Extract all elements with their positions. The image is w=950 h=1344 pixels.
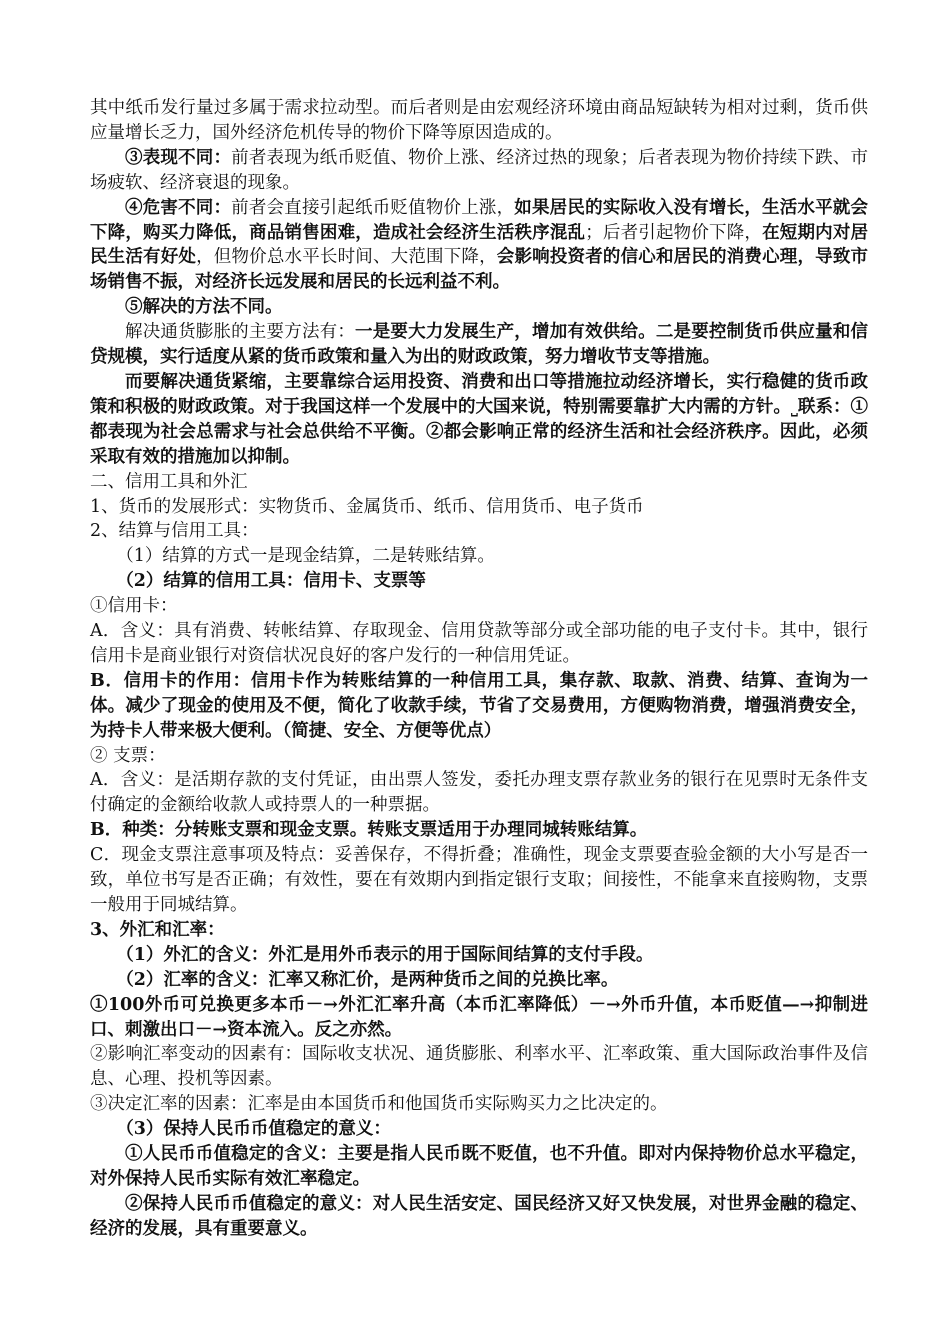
text-run: （1）结算的方式一是现金结算，二是转账结算。 — [116, 546, 495, 567]
text-run: ② 支票： — [90, 745, 166, 766]
para-rate-chain — [90, 993, 868, 1043]
para-forex-meaning — [90, 943, 868, 968]
para-credit-tools — [90, 569, 868, 594]
para-credit-card-heading — [90, 594, 868, 619]
text-run: ⎵ — [790, 396, 798, 417]
para-money-forms — [90, 495, 868, 520]
text-run: ①信用卡： — [90, 596, 178, 617]
para-cheque-types — [90, 818, 868, 843]
para-rmb-stability-heading — [90, 1117, 868, 1142]
para-harm — [90, 196, 868, 296]
text-run: ④危害不同： — [125, 197, 232, 218]
text-run: （3）保持人民币币值稳定的意义： — [116, 1119, 391, 1140]
text-run: 解决通货膨胀的主要方法有： — [125, 322, 356, 343]
para-settlement-methods — [90, 544, 868, 569]
text-run: 而要解决通货紧缩，主要靠综合运用投资、消费和出口等措施拉动经济增长，实行稳健的货币政策和积极的财政政策。对于我国这样一个发展中的大国来说，特别需要靠扩大内需的方针。 — [90, 371, 868, 417]
document-page — [90, 96, 868, 1242]
para-credit-card-function — [90, 669, 868, 744]
para-solution-heading — [90, 295, 868, 320]
para-manifestation — [90, 146, 868, 196]
para-rate-determinant — [90, 1092, 868, 1117]
text-run: 2、结算与信用工具： — [90, 521, 259, 542]
para-cheque-meaning — [90, 768, 868, 818]
text-run: 前者会直接引起纸币贬值物价上涨， — [231, 197, 515, 218]
para-rmb-stability-significance — [90, 1192, 868, 1242]
text-run: 前者表现为纸币贬值、物价上涨、经济过热的现象；后者表现为物价持续下跌、市场疲软、经济衰退的现象。 — [90, 147, 868, 193]
text-run: 二、信用工具和外汇 — [90, 471, 248, 492]
para-cheque-heading — [90, 744, 868, 769]
para-rmb-stability-meaning — [90, 1142, 868, 1192]
para-deflation-solution — [90, 370, 868, 470]
text-run: B．种类：分转账支票和现金支票。转账支票适用于办理同城转账结算。 — [90, 820, 648, 841]
para-deflation-causes — [90, 96, 868, 146]
text-run: ；后者引起物价下降， — [585, 222, 763, 243]
text-run: （2）结算的信用工具：信用卡、支票等 — [116, 571, 426, 592]
text-run: 联系：①都表现为社会总需求与社会总供给不平衡。②都会影响正常的经济生活和社会经济秩序。因此，必须采取有效的措施加以抑制。 — [90, 396, 868, 467]
para-credit-card-meaning — [90, 619, 868, 669]
text-run: （1）外汇的含义：外汇是用外币表示的用于国际间结算的支付手段。 — [116, 944, 654, 965]
section-heading-credit — [90, 470, 868, 495]
text-run: 如果居民的实际收入没有增长，生活水平就会下降，购买力降低，商品销售困难，造成社会经济生活秩序混乱 — [90, 197, 869, 243]
text-run: 3、外汇和汇率： — [90, 919, 225, 940]
text-run: ①人民币币值稳定的含义：主要是指人民币既不贬值，也不升值。即对内保持物价总水平稳定，对外保持人民币实际有效汇率稳定。 — [90, 1144, 868, 1189]
text-run: ②保持人民币币值稳定的意义：对人民生活安定、国民经济又好又快发展，对世界金融的稳定、经济的发展，具有重要意义。 — [90, 1193, 868, 1239]
text-run: ①100外币可兑换更多本币－→外汇汇率升高（本币汇率降低）－→外币升值，本币贬值—→抑制进口、刺激出口－→资本流入。反之亦然。 — [90, 994, 868, 1040]
text-run: A．含义：是活期存款的支付凭证，由出票人签发，委托办理支票存款业务的银行在见票时无条件支付确定的金额给收款人或持票人的一种票据。 — [90, 770, 868, 816]
para-settlement-heading — [90, 519, 868, 544]
text-run: ，但物价总水平长时间、大范围下降， — [196, 247, 497, 268]
text-run: 会影响投资者的信心和居民的消费心理，导致市场销售不振，对经济长远发展和居民的长远利益不利。 — [90, 247, 869, 293]
text-run: ③决定汇率的因素：汇率是由本国货币和他国货币实际购买力之比决定的。 — [90, 1094, 668, 1115]
text-run: ⑤解决的方法不同。 — [125, 297, 283, 318]
para-forex-heading — [90, 918, 868, 943]
para-cash-cheque-notes — [90, 843, 868, 918]
text-run: 其中纸币发行量过多属于需求拉动型。而后者则是由宏观经济环境由商品短缺转为相对过剩，货币供应量增长乏力，国外经济危机传导的物价下降等原因造成的。 — [90, 98, 868, 143]
text-run: 1、货币的发展形式：实物货币、金属货币、纸币、信用货币、电子货币 — [90, 496, 644, 517]
text-run: 在短期内对居民生活有好处 — [90, 222, 869, 268]
text-run: C．现金支票注意事项及特点：妥善保存，不得折叠；准确性，现金支票要查验金额的大小写是否一致，单位书写是否正确；有效性，要在有效期内到指定银行支取；间接性，不能拿来直接购物，支票一般用于同城结算。 — [90, 845, 868, 915]
text-run: ②影响汇率变动的因素有：国际收支状况、通货膨胀、利率水平、汇率政策、重大国际政治事件及信息、心理、投机等因素。 — [90, 1044, 868, 1090]
text-run: ③表现不同： — [125, 147, 232, 168]
text-run: 一是要大力发展生产，增加有效供给。二是要控制货币供应量和信贷规模，实行适度从紧的货币政策和量入为出的财政政策，努力增收节支等措施。 — [90, 322, 869, 368]
para-inflation-solution — [90, 320, 868, 370]
text-run: （2）汇率的含义：汇率又称汇价，是两种货币之间的兑换比率。 — [116, 969, 619, 990]
text-run: B．信用卡的作用：信用卡作为转账结算的一种信用工具，集存款、取款、消费、结算、查询为一体。减少了现金的使用及不便，简化了收款手续，节省了交易费用，方便购物消费，增强消费安全，为持卡人带来极大便利。（简捷、安全、方便等优点） — [90, 670, 868, 741]
para-rate-meaning — [90, 968, 868, 993]
text-run: A．含义：具有消费、转帐结算、存取现金、信用贷款等部分或全部功能的电子支付卡。其中，银行信用卡是商业银行对资信状况良好的客户发行的一种信用凭证。 — [90, 621, 868, 666]
para-rate-factors — [90, 1042, 868, 1092]
